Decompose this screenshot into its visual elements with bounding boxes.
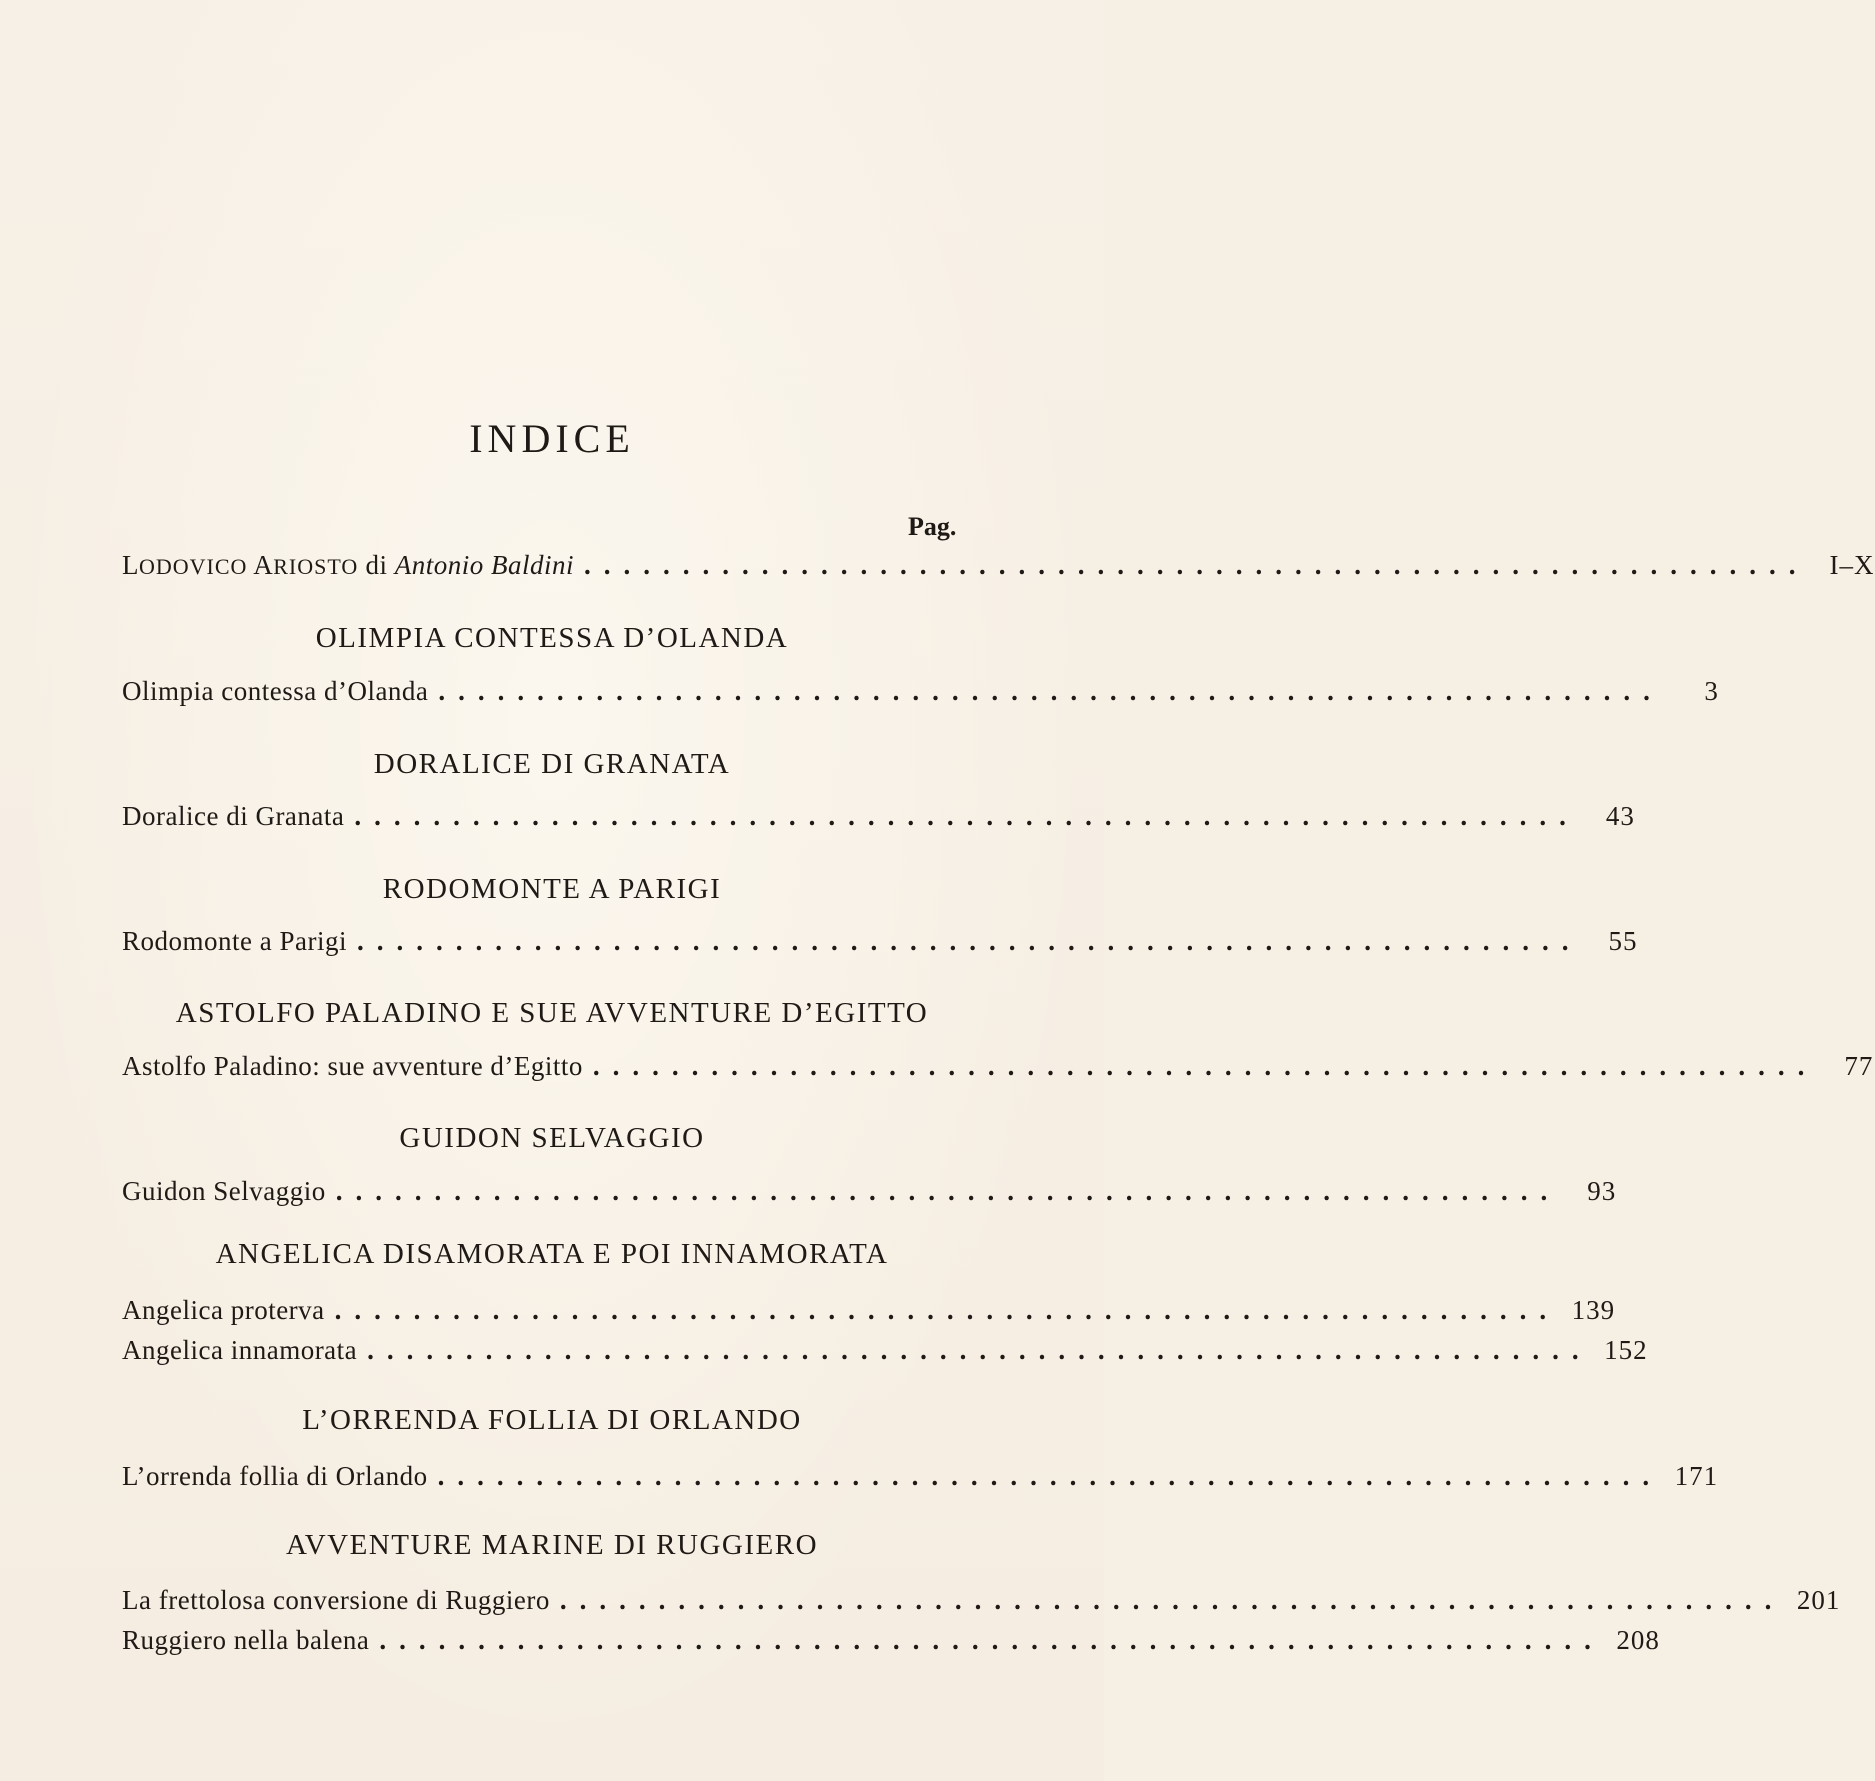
dot-leader: .............................................................. [584,550,1809,580]
toc-page-number: I–X [1829,550,1875,580]
toc-entry [122,1585,1841,1625]
section-heading: GUIDON SELVAGGIO [399,1122,705,1154]
toc-page-number: 139 [1571,1295,1616,1325]
dot-leader: .............................................................. [438,676,1663,706]
toc-entry-label: Rodomonte a Parigi [122,926,347,956]
toc-entry-label [122,550,574,581]
toc-page-number: 55 [1608,926,1638,956]
dot-leader: .............................................................. [437,1461,1663,1491]
toc-entry [122,926,1638,966]
toc-entry-label: Doralice di Granata [122,801,345,831]
toc-entry-label: Angelica proterva [122,1295,325,1325]
toc-page-number: 208 [1616,1625,1660,1655]
dot-leader: .............................................................. [356,926,1582,956]
dot-leader: .............................................................. [592,1051,1818,1081]
section-heading: OLIMPIA CONTESSA D’OLANDA [315,622,789,654]
toc-page-number: 201 [1796,1585,1841,1615]
toc-page-number: 43 [1605,801,1635,831]
toc-entry [122,1176,1617,1216]
section-heading: L’ORRENDA FOLLIA DI ORLANDO [302,1404,802,1436]
toc-page-number: 93 [1587,1176,1617,1206]
section-heading: DORALICE DI GRANATA [373,748,731,780]
dot-leader: .............................................................. [367,1335,1592,1365]
dot-leader: .............................................................. [335,1176,1561,1206]
toc-entry [122,676,1719,716]
dot-leader: .............................................................. [354,801,1579,831]
toc-entry [122,1461,1719,1501]
dot-leader: .............................................................. [559,1585,1785,1615]
toc-page-number: 152 [1604,1335,1648,1365]
dot-leader: .............................................................. [379,1625,1604,1655]
toc-page-number: 3 [1704,676,1719,706]
section-heading: ANGELICA DISAMORATA E POI INNAMORATA [215,1238,889,1270]
toc-page-number: 171 [1674,1461,1719,1491]
toc-entry [122,1051,1874,1091]
section-heading: RODOMONTE A PARIGI [382,873,722,905]
page-column-label: Pag. [908,512,957,541]
toc-entry-label: Guidon Selvaggio [122,1176,326,1206]
toc-entry-label: Angelica innamorata [122,1335,358,1365]
dot-leader: .............................................................. [334,1295,1560,1325]
toc-entry-label: L’orrenda follia di Orlando [122,1461,428,1491]
section-heading: AVVENTURE MARINE DI RUGGIERO [285,1529,819,1561]
author-name: Antonio Baldini [394,550,575,580]
toc-entry-label: Olimpia contessa d’Olanda [122,676,429,706]
toc-entry-label: Ruggiero nella balena [122,1625,370,1655]
toc-entry [122,1625,1660,1665]
toc-entry [122,1335,1648,1375]
section-heading: ASTOLFO PALADINO E SUE AVVENTURE D’EGITTO [175,997,929,1029]
page-title: INDICE [469,416,635,461]
name-initial: L [122,550,139,580]
toc-entry [122,801,1635,841]
name-smallcaps: RIOSTO [273,554,359,579]
name-smallcaps: ODOVICO [139,554,248,579]
toc-page-number: 77 [1844,1051,1874,1081]
toc-entry [122,1295,1616,1335]
toc-entry-intro [122,550,1875,590]
name-initial: A [253,550,274,580]
toc-entry-label: Astolfo Paladino: sue avventure d’Egitto [122,1051,583,1081]
connector-word: di [365,550,388,580]
toc-entry-label: La frettolosa conversione di Ruggiero [122,1585,550,1615]
